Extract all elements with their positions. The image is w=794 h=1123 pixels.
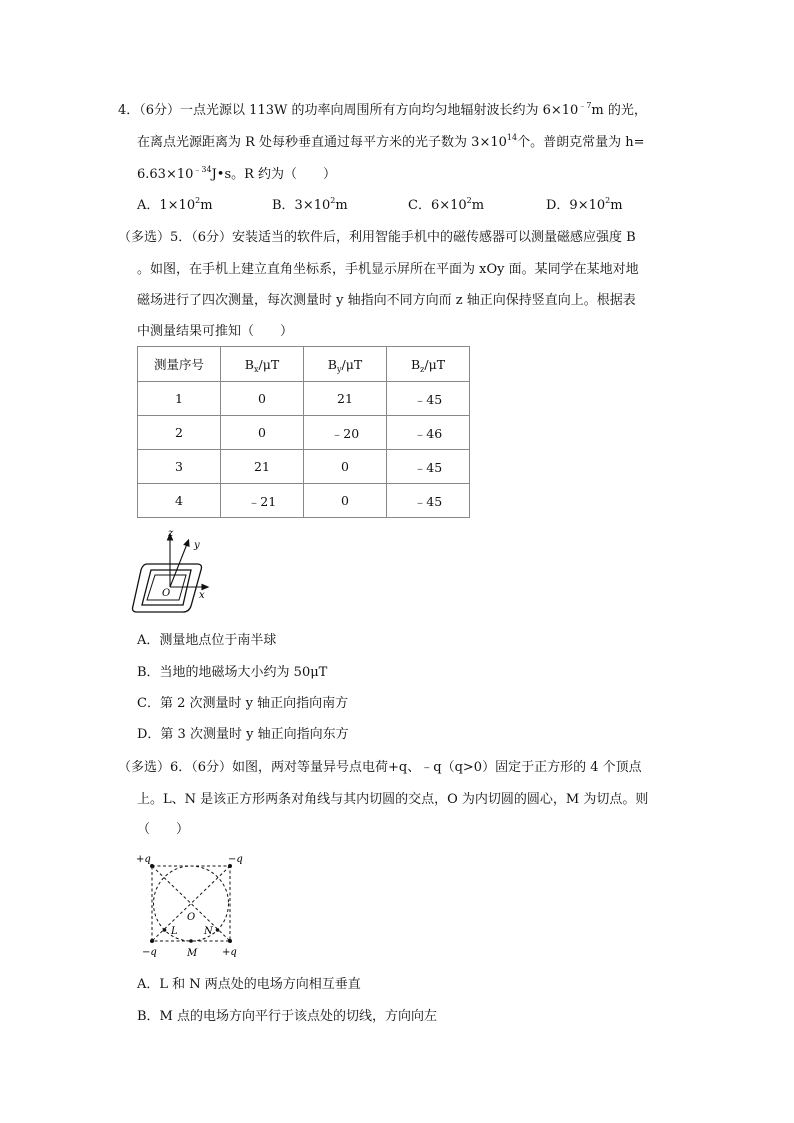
charges-square-figure (134, 850, 249, 962)
q5-option-a[interactable]: A．测量地点位于南半球 (137, 633, 277, 648)
exponent: 14 (506, 133, 518, 142)
table-cell: ﹣45 (387, 382, 470, 416)
q4-text: 个。普朗克常量为 h= (517, 135, 645, 150)
q4-text: J•s。R 约为（ ） (211, 167, 337, 182)
table-cell: 0 (221, 382, 304, 416)
y-axis-label: y (194, 540, 200, 551)
z-axis-label: z (168, 528, 174, 539)
q5-option-b[interactable]: B．当地的地磁场大小约为 50μT (137, 665, 328, 680)
q6-line-2: 上。L、N 是该正方形两条对角线与其内切圆的交点，O 为内切圆的圆心，M 为切点。则 (137, 792, 649, 807)
table-row (138, 484, 470, 518)
q5-line-2: 。如图，在手机上建立直角坐标系，手机显示屏所在平面为 xOy 面。某同学在某地对地 (137, 262, 639, 277)
point-label-n: N (204, 926, 213, 937)
exponent: 2 (330, 196, 336, 205)
table-cell: 0 (304, 484, 387, 518)
q6-option-b[interactable]: B．M 点的电场方向平行于该点处的切线，方向向左 (137, 1009, 437, 1024)
q4-text: 6.63×10 (137, 167, 194, 182)
exponent: 2 (605, 196, 611, 205)
option-unit: m (471, 198, 485, 213)
table-cell: ﹣21 (221, 484, 304, 518)
table-cell: ﹣20 (304, 416, 387, 450)
table-cell: 1 (138, 382, 221, 416)
q6-line-1: （多选）6．（6分）如图，两对等量异号点电荷+q、﹣q（q>0）固定于正方形的 4 个顶点 (118, 760, 642, 775)
q5-line-3: 磁场进行了四次测量，每次测量时 y 轴指向不同方向而 z 轴正向保持竖直向上。根据表 (137, 293, 636, 308)
option-text: C．6×10 (408, 198, 467, 213)
q4-option-c[interactable] (408, 197, 484, 215)
option-unit: m (335, 198, 348, 213)
table-row (138, 450, 470, 484)
point-label-l: L (171, 926, 178, 937)
header-by: $B_y/\mu T$ (304, 347, 387, 382)
exponent: ﹣7 (578, 101, 592, 110)
charge-dot (228, 939, 232, 943)
x-axis-label: x (199, 590, 205, 601)
charge-label-bottom-right: +q (222, 947, 237, 958)
point-n-dot (216, 928, 220, 932)
table-cell: 2 (138, 416, 221, 450)
table-cell: 0 (221, 416, 304, 450)
charge-label-top-left: +q (136, 854, 151, 865)
charge-label-top-right: −q (228, 854, 243, 865)
q4-option-a[interactable] (137, 197, 213, 215)
table-cell: 21 (221, 450, 304, 484)
q6-line-3: （ ） (137, 822, 190, 837)
exponent: 2 (466, 196, 472, 205)
charge-dot (150, 939, 154, 943)
center-label-o: O (187, 912, 196, 923)
q4-option-d[interactable] (546, 197, 623, 215)
point-l-dot (163, 928, 167, 932)
option-text: B．3×10 (272, 198, 331, 213)
exponent: 2 (195, 196, 201, 205)
q4-line-3 (137, 166, 336, 184)
q4-option-b[interactable] (272, 197, 348, 215)
table-header-row (138, 347, 470, 382)
point-label-m: M (187, 948, 198, 959)
origin-label: O (162, 588, 171, 599)
table-cell: ﹣45 (387, 484, 470, 518)
header-bx: $B_x/\mu T$ (221, 347, 304, 382)
table-cell: 3 (138, 450, 221, 484)
q4-text: m 的光， (591, 103, 647, 118)
measurement-table (137, 346, 470, 518)
q5-line-4: 中测量结果可推知（ ） (137, 324, 294, 339)
q4-line-1 (118, 102, 647, 120)
table-cell: ﹣45 (387, 450, 470, 484)
point-m-dot (189, 939, 193, 943)
header-bz: $B_z/\mu T$ (387, 347, 470, 382)
option-text: A．1×10 (137, 198, 196, 213)
q6-option-a[interactable]: A．L 和 N 两点处的电场方向相互垂直 (137, 977, 361, 992)
charge-label-bottom-left: −q (142, 947, 157, 958)
phone-axes-figure (125, 528, 215, 620)
exponent: ﹣34 (193, 165, 212, 174)
option-unit: m (610, 198, 623, 213)
q4-line-2 (137, 134, 645, 152)
table-row (138, 382, 470, 416)
table-cell: 4 (138, 484, 221, 518)
q4-text: 在离点光源距离为 R 处每秒垂直通过每平方米的光子数为 3×10 (137, 135, 507, 150)
header-index: 测量序号 (138, 347, 221, 382)
table-cell: 0 (304, 450, 387, 484)
table-cell: 21 (304, 382, 387, 416)
table-row (138, 416, 470, 450)
option-unit: m (200, 198, 213, 213)
table-cell: ﹣46 (387, 416, 470, 450)
q4-text: 4．（6分）一点光源以 113W 的功率向周围所有方向均匀地辐射波长约为 6×10 (118, 103, 579, 118)
option-text: D．9×10 (546, 198, 606, 213)
q5-option-d[interactable]: D．第 3 次测量时 y 轴正向指向东方 (137, 727, 349, 742)
q5-line-1: （多选）5．（6分）安装适当的软件后，利用智能手机中的磁传感器可以测量磁感应强度 B (118, 230, 636, 245)
q5-option-c[interactable]: C．第 2 次测量时 y 轴正向指向南方 (137, 696, 349, 711)
